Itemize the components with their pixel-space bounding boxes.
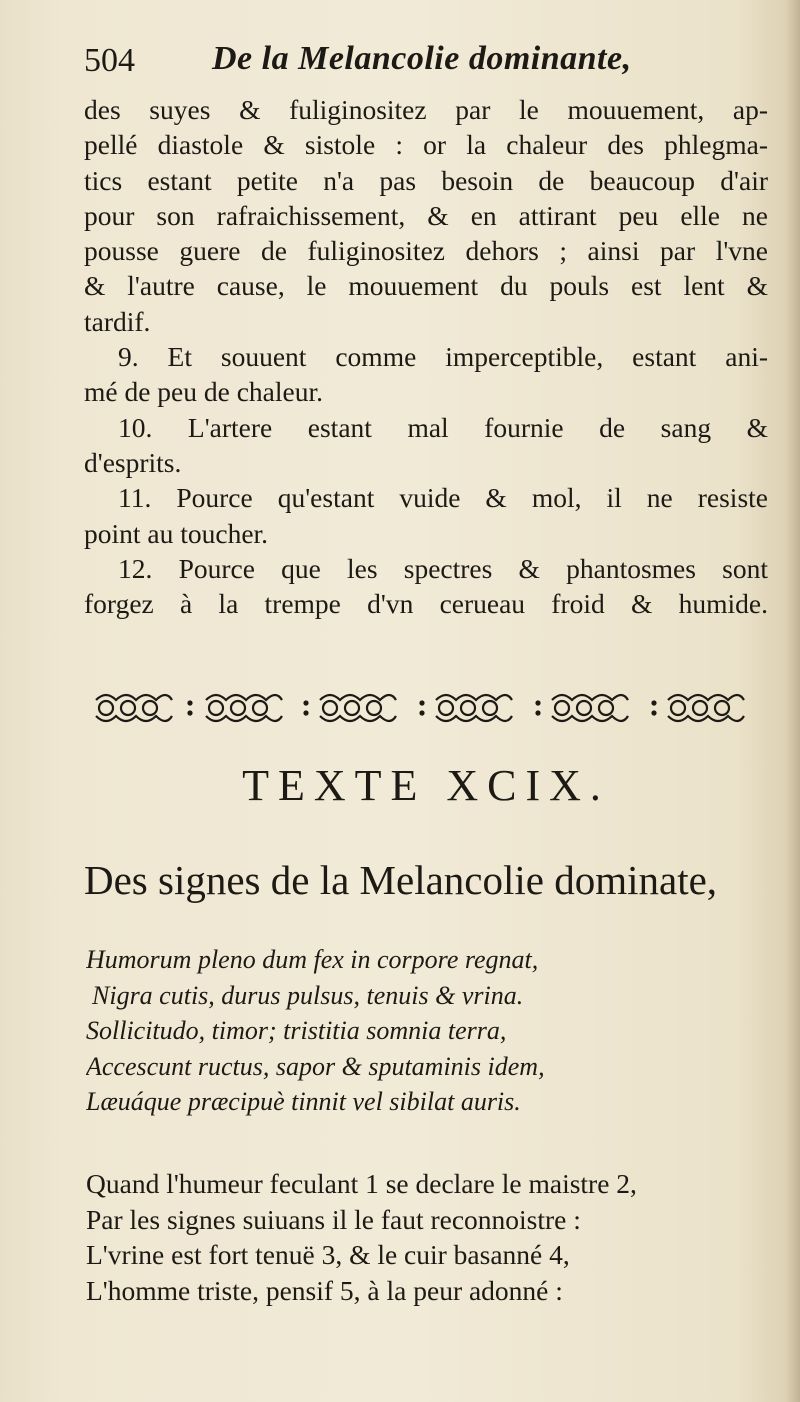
text-line: forgez à la trempe d'vn cerueau froid & humide.: [84, 588, 768, 620]
verse-line: L'vrine est fort tenuë 3, & le cuir basanné 4,: [86, 1239, 570, 1271]
verse-line: L'homme triste, pensif 5, à la peur adonné :: [86, 1274, 563, 1306]
ornament-unit: [552, 695, 628, 721]
text-line: d'esprits.: [84, 446, 182, 478]
text-line: mé de peu de chaleur.: [84, 376, 323, 408]
text-line: pour son rafraichissement, & en attirant peu elle ne: [84, 199, 768, 231]
text-line: des suyes & fuliginositez par le mouuement, ap-: [84, 94, 768, 125]
verse-line: Quand l'humeur feculant 1 se declare le maistre 2,: [86, 1168, 637, 1199]
latin-verse: [86, 942, 766, 1120]
text-line: tardif.: [84, 305, 151, 337]
verse-line: Accescunt ructus, sapor & sputaminis idem,: [86, 1051, 545, 1081]
text-line: 9. Et souuent comme imperceptible, estant ani-: [118, 341, 768, 373]
ornament-unit: [96, 695, 172, 721]
ornament-unit: [206, 695, 282, 721]
text-line: 11. Pource qu'estant vuide & mol, il ne resiste: [118, 482, 768, 514]
verse-line: Nigra cutis, durus pulsus, tenuis & vrina.: [92, 980, 524, 1010]
text-line: tics estant petite n'a pas besoin de beaucoup d'air: [84, 164, 768, 196]
page-edge-shadow: [786, 0, 800, 1402]
verse-line: Humorum pleno dum fex in corpore regnat,: [86, 945, 539, 974]
ornament-unit: [320, 695, 396, 721]
french-verse: [86, 1166, 776, 1308]
section-subtitle: Des signes de la Melancolie dominate,: [84, 857, 718, 903]
verse-line: Sollicitudo, timor; tristitia somnia terra,: [86, 1016, 507, 1045]
section-title: TEXTE XCIX.: [242, 761, 610, 810]
page-number: 504: [84, 42, 135, 79]
ornament-unit: [668, 695, 744, 721]
text-line: point au toucher.: [84, 517, 269, 549]
text-line: & l'autre cause, le mouuement du pouls est lent &: [84, 270, 768, 302]
verse-line: Læuáque præcipuè tinnit vel sibilat auris.: [86, 1087, 521, 1116]
verse-line: Par les signes suiuans il le faut reconnoistre :: [86, 1203, 581, 1235]
text-line: pousse guere de fuliginositez dehors ; ainsi par l'vne: [84, 235, 768, 267]
page-header: [84, 38, 774, 90]
ornament-band: [84, 688, 768, 728]
running-title: De la Melancolie dominante,: [212, 40, 632, 77]
ornament-unit: [436, 695, 512, 721]
body-text: [84, 92, 768, 621]
text-line: 12. Pource que les spectres & phantosmes sont: [118, 552, 768, 584]
text-line: 10. L'artere estant mal fournie de sang &: [118, 411, 768, 443]
text-line: pellé diastole & sistole : or la chaleur des phlegma-: [84, 129, 768, 161]
